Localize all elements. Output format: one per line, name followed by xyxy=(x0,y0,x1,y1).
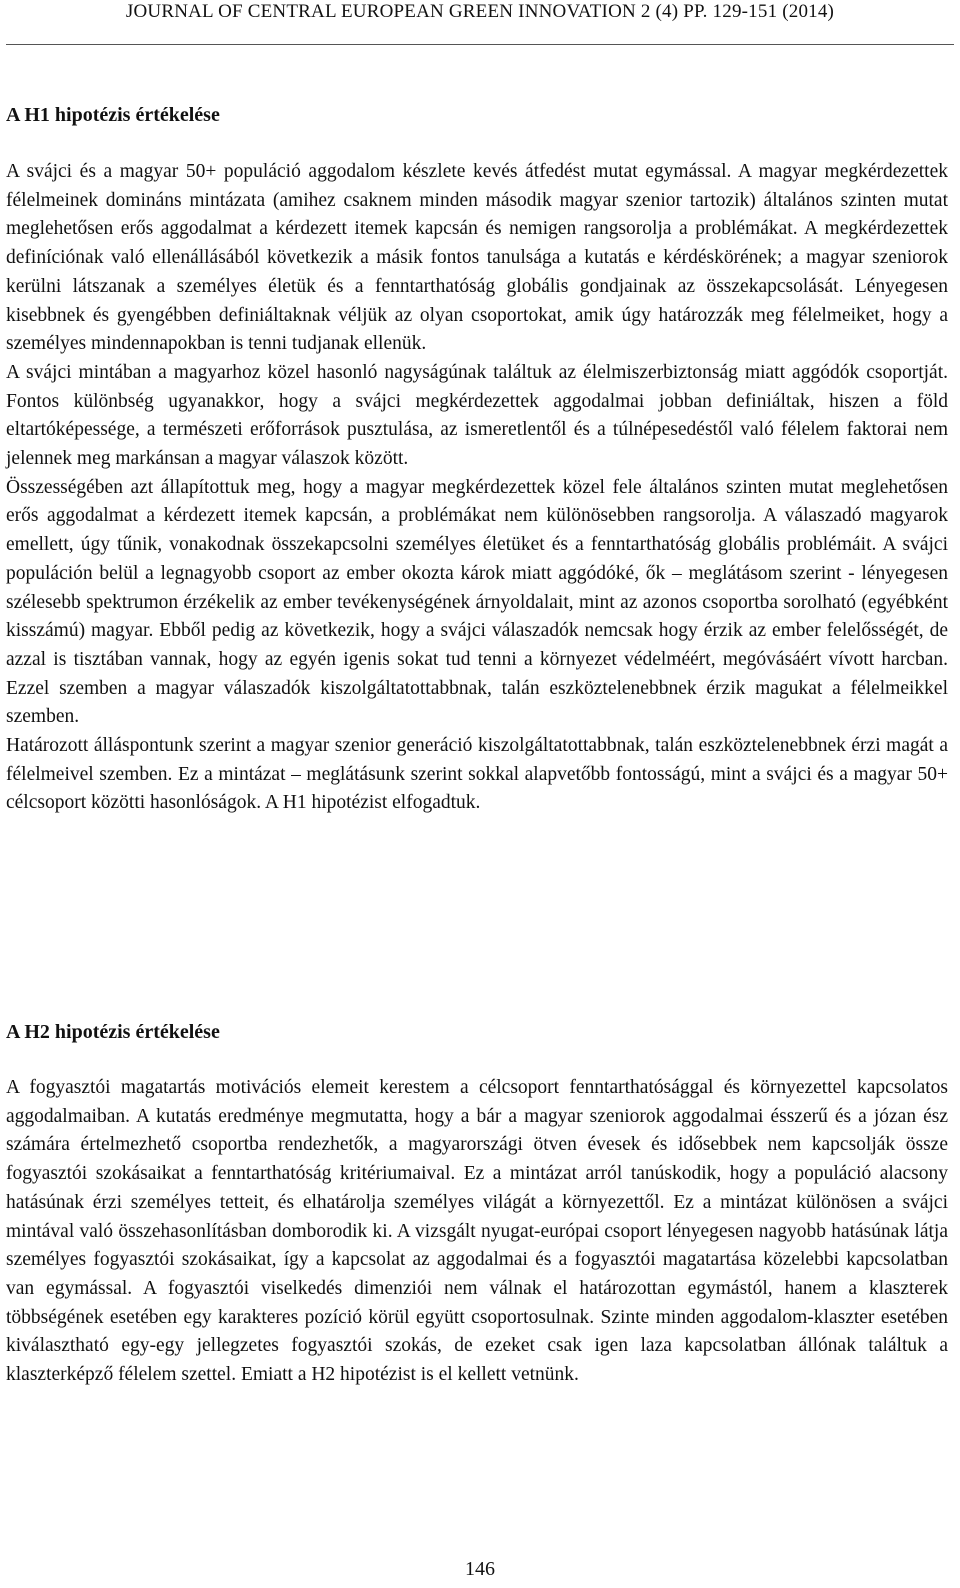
paragraph: Összességében azt állapítottuk meg, hogy a magyar megkérdezettek közel fele általános szinten mutat meglehetősen erős aggodalmat a kérdezett itemek kapcsán, a problémákat nem különösebben rangsorolja. A válaszadó magyarok emellett, úgy tűnik, vonakodnak összekapcsolni személyes életüket és a fenntarthatóság globális problémáit. A svájci populáción belül a legnagyobb csoport az ember okozta károk miatt aggódóké, ők – meglátásom szerint - lényegesen szélesebb spektrumon érzékelik az ember tevékenységének árnyoldalait, mint az azonos csoportba sorolható (egyébként kisszámú) magyar. Ebből pedig az következik, hogy a svájci válaszadók nemcsak hogy érzik az ember felelősségét, de azzal is tisztában vannak, hogy az egyén igenis sokat tud tenni a környezet védelméért, megóvásáért vívott harcban. Ezzel szemben a magyar válaszadók kiszolgáltatottabbnak, talán eszköztelenebbnek érzik magukat a félelmeikkel szemben. xyxy=(6,476,948,728)
paragraph: A svájci és a magyar 50+ populáció aggodalom készlete kevés átfedést mutat egymással. A magyar megkérdezettek félelmeinek domináns mintázata (amihez csaknem minden második magyar szenior tartozik) általános szinten mutat meglehetősen erős aggodalmat a kérdezett itemek kapcsán és nemigen rangsorolja a problémákat. A megkérdezettek definíciónak való ellenállásából következik a másik fontos tanulsága a kutatás e kérdéskörének; a magyar szeniorok kerülni látszanak a személyes életük és a fenntarthatóság globális gondjainak az összekapcsolását. Lényegesen kisebbnek és gyengébben definiáltaknak véljük az olyan csoportokat, amik úgy határozzák meg félelmeiket, hogy a személyes mindennapokban is tenni tudjanak ellenük. xyxy=(6,161,948,355)
section-h2-body xyxy=(6,1074,948,1390)
paragraph: A svájci mintában a magyarhoz közel hasonló nagyságúnak találtuk az élelmiszerbiztonság miatt aggódók csoportját. Fontos különbség ugyanakkor, hogy a svájci megkérdezettek aggodalmai jobban definiáltak, hiszen a föld eltartóképessége, a természeti erőforrások pusztulása, az ismeretlentől és a túlnépesedéstől való félelem faktorai nem jelennek meg markánsan a magyar válaszok között. xyxy=(6,361,948,470)
section-heading-h1: A H1 hipotézis értékelése xyxy=(6,104,220,126)
paragraph: Határozott álláspontunk szerint a magyar szenior generáció kiszolgáltatottabbnak, talán eszköztelenebbnek érzi magát a félelmeivel szemben. Ez a mintázat – meglátásunk szerint sokkal alapvetőbb fontosságú, mint a svájci és a magyar 50+ célcsoport közötti hasonlóságok. A H1 hipotézist elfogadtuk. xyxy=(6,735,948,814)
running-header: JOURNAL OF CENTRAL EUROPEAN GREEN INNOVATION 2 (4) PP. 129-151 (2014) xyxy=(125,1,835,22)
paragraph: A fogyasztói magatartás motivációs elemeit kerestem a célcsoport fenntarthatósággal és környezettel kapcsolatos aggodalmaiban. A kutatás eredménye megmutatta, hogy a bár a magyar szeniorok aggodalmai ésszerű és a józan ész számára értelmezhető csoportba rendezhetők, a magyarországi ötven évesek és idősebbek nem kapcsolják össze fogyasztói szokásaikat a fenntarthatóság kritériumaival. Ez a mintázat arról tanúskodik, hogy a populáció alacsony hatásúnak érzi személyes tetteit, és elhatárolja személyes világát a környezettől. Ez a mintázat különösen a svájci mintával való összehasonlításban domborodik ki. A vizsgált nyugat-európai csoport lényegesen nagyobb hatásúnak látja személyes fogyasztói szokásaikat, így a kapcsolat az aggodalmai és a fogyasztói magatartása közelebbi kapcsolatban van egymással. A fogyasztói viselkedés dimenziói nem válnak el határozottan egymástól, hanem a klaszterek többségének esetében egy karakteres pozíció körül együtt csoportosulnak. Szinte minden aggodalom-klaszter esetében kiválasztható egy-egy jellegzetes fogyasztói szokás, de ezeket csak igen laza kapcsolatban állónak találtuk a klaszterképző félelem szettel. Emiatt a H2 hipotézist is el kellett vetnünk. xyxy=(6,1077,948,1386)
section-heading-h2: A H2 hipotézis értékelése xyxy=(6,1021,220,1043)
header-divider xyxy=(6,44,954,45)
section-h1-body xyxy=(6,158,948,818)
page-number: 146 xyxy=(465,1558,495,1580)
